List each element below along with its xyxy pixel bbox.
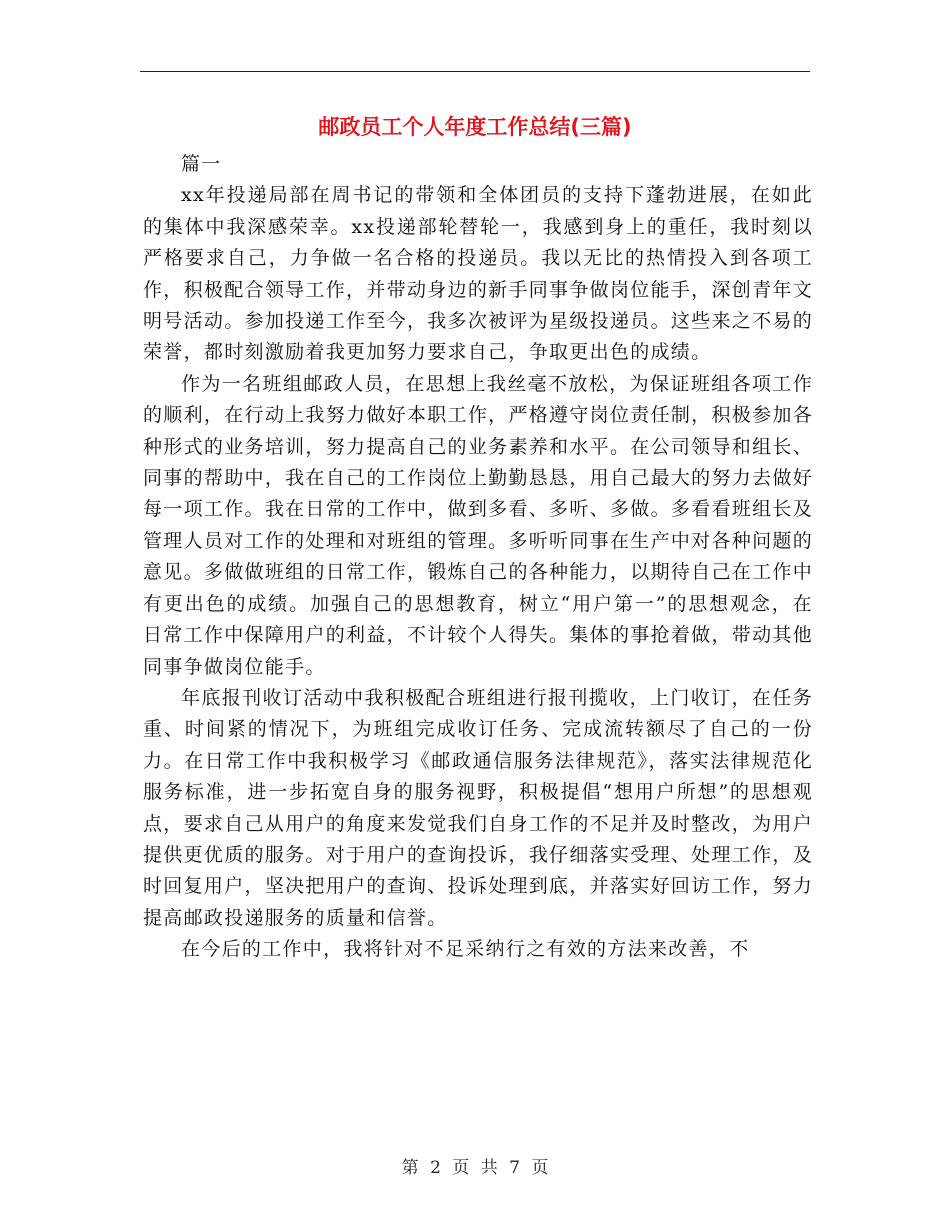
section-heading: 篇一 <box>181 153 222 175</box>
page-number-footer: 第 2 页 共 7 页 <box>401 1158 549 1178</box>
header-rule <box>140 71 810 72</box>
document-body <box>143 149 813 966</box>
paragraph-4: 在今后的工作中，我将针对不足采纳行之有效的方法来改善，不 <box>181 938 750 961</box>
document-title: 邮政员工个人年度工作总结(三篇) <box>318 115 632 139</box>
paragraph-1: xx年投递局部在周书记的带领和全体团员的支持下蓬勃进展，在如此的集体中我深感荣幸。xx投递部轮替轮一，我感到身上的重任，我时刻以严格要求自己，力争做一名合格的投递员。我以无比的热情投入到各项工作，积极配合领导工作，并带动身边的新手同事争做岗位能手，深创青年文明号活动。参加投递工作至今，我多次被评为星级投递员。这些来之不易的荣誉，都时刻激励着我更加努力要求自己，争取更出色的成绩。 <box>143 184 813 364</box>
paragraph-2: 作为一名班组邮政人员，在思想上我丝毫不放松，为保证班组各项工作的顺利，在行动上我努力做好本职工作，严格遵守岗位责任制，积极参加各种形式的业务培训，努力提高自己的业务素养和水平。在公司领导和组长、同事的帮助中，我在自己的工作岗位上勤勤恳恳，用自己最大的努力去做好每一项工作。我在日常的工作中，做到多看、多听、多做。多看看班组长及管理人员对工作的处理和对班组的管理。多听听同事在生产中对各种问题的意见。多做做班组的日常工作，锻炼自己的各种能力，以期待自己在工作中有更出色的成绩。加强自己的思想教育，树立“用户第一”的思想观念，在日常工作中保障用户的利益，不计较个人得失。集体的事抢着做，带动其他同事争做岗位能手。 <box>143 372 813 678</box>
paragraph-3: 年底报刊收订活动中我积极配合班组进行报刊揽收，上门收订，在任务重、时间紧的情况下，为班组完成收订任务、完成流转额尽了自己的一份力。在日常工作中我积极学习《邮政通信服务法律规范》，落实法律规范化服务标准，进一步拓宽自身的服务视野，积极提倡“想用户所想”的思想观点，要求自己从用户的角度来发觉我们自身工作的不足并及时整改，为用户提供更优质的服务。对于用户的查询投诉，我仔细落实受理、处理工作，及时回复用户，坚决把用户的查询、投诉处理到底，并落实好回访工作，努力提高邮政投递服务的质量和信誉。 <box>143 686 813 929</box>
